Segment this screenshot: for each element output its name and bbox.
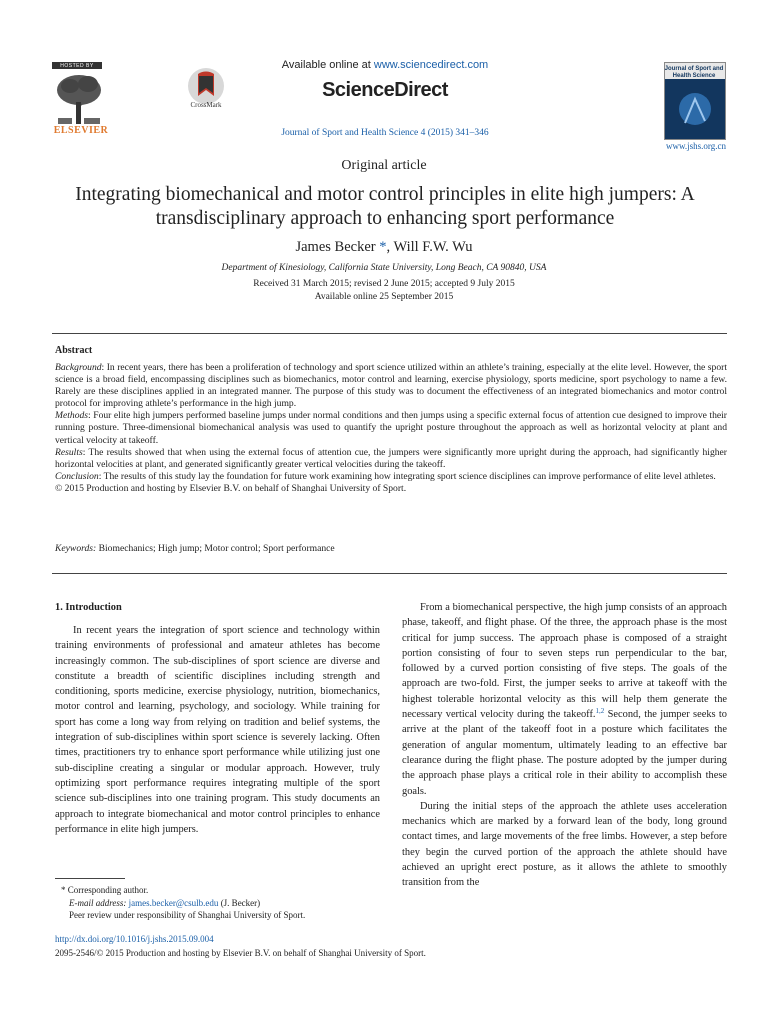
abstract-label: Conclusion [55, 470, 99, 482]
paragraph [402, 600, 727, 799]
corresponding-author-link[interactable]: * [379, 239, 387, 255]
doi-link[interactable]: http://dx.doi.org/10.1016/j.jshs.2015.09.004 [55, 934, 214, 944]
abstract-label: Results [55, 446, 83, 458]
abstract-text: : The results of this study lay the foundation for future work examining how integrating sport science disciplines can improve performance of elite level athletes. [98, 470, 716, 482]
affiliation: Department of Kinesiology, California State University, Long Beach, CA 90840, USA [221, 263, 547, 273]
abstract-heading: Abstract [55, 345, 93, 356]
paragraph-text: From a biomechanical perspective, the high jump consists of an approach phase, takeoff, and flight phase. Of the three, the approach phase is the most critical for jump success. The approach phase is composed of a straight portion consisting of four to seven steps run perpendicular to the bar, followed by a curved portion consisting of five steps. The goals of the approach are two-fold. First, the jumper seeks to arrive at takeoff with the highest tolerable horizontal velocity as this will help them generate the necessary vertical velocity during the takeoff. [402, 602, 727, 721]
author-name: James Becker [295, 239, 376, 255]
paragraph: During the initial steps of the approach the athlete uses acceleration mechanics which are marked by a forward lean of the body, long ground contact times, and large movements of the free limbs. However, a step before they begin the curved portion of the approach the athlete should have achieved an upright erect posture, as it allows the athlete to smoothly transition from the [402, 800, 727, 889]
sciencedirect-link[interactable]: www.sciencedirect.com [373, 59, 489, 71]
section-heading: 1. Introduction [55, 602, 122, 613]
abstract-text: : Four elite high jumpers performed baseline jumps under normal conditions and then jumps using a specific external focus of attention cue designed to improve their running posture. Three-dimensional biomechanical analysis was used to quantify the upright posture throughout the approach as well as horizontal velocity at plant and vertical velocity at takeoff. [55, 410, 727, 446]
abstract-text: : In recent years, there has been a proliferation of technology and sport science utilized within an athlete’s training, especially at the elite level. However, the sport science is a broad field, encompassing disciplines such as biomechanics, motor control and learning, exercise physiology, sports medicine, sport psychology to name a few. Rarely are these disciplines applied in an integrated manner. The purpose of this study was to document the effectiveness of an integrated biomechanics and motor control protocol for improving athlete’s performance in the high jump. [55, 362, 727, 410]
divider [52, 573, 727, 574]
abstract-methods [55, 410, 727, 446]
author-list [0, 239, 768, 256]
crossmark-label: CrossMark [190, 101, 222, 109]
abstract-copyright: © 2015 Production and hosting by Elsevier B.V. on behalf of Shanghai University of Sport. [55, 482, 407, 494]
received-dates: Received 31 March 2015; revised 2 June 2015; accepted 9 July 2015 [253, 279, 515, 289]
article-type: Original article [341, 158, 427, 173]
reference-link[interactable]: 1,2 [595, 707, 605, 716]
email-note [55, 897, 380, 910]
abstract-conclusion [55, 471, 727, 483]
footnote-divider [55, 878, 125, 879]
crossmark-icon[interactable] [184, 66, 228, 106]
divider [52, 333, 727, 334]
available-online-prefix: Available online at [281, 59, 374, 71]
journal-url-link[interactable]: www.jshs.org.cn [666, 141, 726, 151]
peer-review-note: Peer review under responsibility of Shanghai University of Sport. [69, 910, 306, 920]
author-separator: , [386, 239, 394, 255]
abstract-label: Methods [55, 410, 89, 422]
abstract-results [55, 447, 727, 471]
journal-citation[interactable]: Journal of Sport and Health Science 4 (2015) 341–346 [281, 128, 489, 138]
article-title: Integrating biomechanical and motor control principles in elite high jumpers: A transdisciplinary approach to enhancing sport performance [75, 184, 695, 229]
author-name: Will F.W. Wu [393, 239, 473, 255]
paragraph: In recent years the integration of sport science and technology within training environments of professional and amateur athletes has become increasingly common. The sub-disciplines of sport science are diverse and constitute a breadth of scientific disciplines including strength and conditioning, sports medicine, exercise physiology, nutrition, biomechanics, motor control and learning, psychology, and sociology. While training for sport has come a long way from relying on tradition and belief systems, the integration of sub-disciplines within sport science is severely lacking. Often times, practitioners try to enhance sport performance while utilizing just one sub-discipline creating a singular or modular approach. However, truly optimizing sport performance requires integrating multiple of the sport science sub-disciplines into one training program. This study documents an approach to integrate biomechanical and motor control principles to enhance performance in elite high jumpers. [55, 625, 380, 835]
sciencedirect-wordmark: ScienceDirect [322, 79, 448, 101]
abstract-text: : The results showed that when using the external focus of attention cue, the jumpers were significantly more upright during the approach, had significantly higher horizontal velocities at plant, and generated significantly greater vertical velocities during the takeoff. [55, 446, 727, 470]
footnote-marker: * [61, 885, 66, 895]
elsevier-wordmark: ELSEVIER [53, 125, 109, 136]
abstract-background [55, 362, 727, 410]
keywords [55, 543, 727, 554]
paragraph-text: Second, the jumper seeks to arrive at the plant of the takeoff foot in a posture which facilitates the generation of angular momentum, ultimately leading to an effective bar clearance during the flight phase. The posture adopted by the jumper during the approach phase plays a critical role in their ability to accomplish these goals. [402, 709, 728, 797]
keywords-label: Keywords: [55, 543, 97, 554]
right-column [402, 600, 727, 891]
article-dates [0, 278, 768, 303]
cover-title: Journal of Sport and Health Science [664, 66, 724, 79]
abstract-label: Background [55, 362, 102, 373]
abstract-body [55, 362, 727, 495]
corresponding-author-note [55, 884, 380, 897]
available-online-line [240, 59, 530, 71]
email-label: E-mail address: [69, 897, 127, 908]
email-owner: (J. Becker) [218, 897, 261, 908]
footnotes [55, 884, 380, 922]
issn-copyright: 2095-2546/© 2015 Production and hosting by Elsevier B.V. on behalf of Shanghai University of Sport. [55, 948, 426, 958]
footnote-text: Corresponding author. [65, 885, 149, 895]
left-column [55, 623, 380, 837]
hosted-by-label: HOSTED BY [60, 63, 94, 69]
available-date: Available online 25 September 2015 [314, 291, 454, 302]
keywords-list: Biomechanics; High jump; Motor control; Sport performance [96, 543, 335, 554]
email-link[interactable]: james.becker@csulb.edu [128, 897, 219, 908]
